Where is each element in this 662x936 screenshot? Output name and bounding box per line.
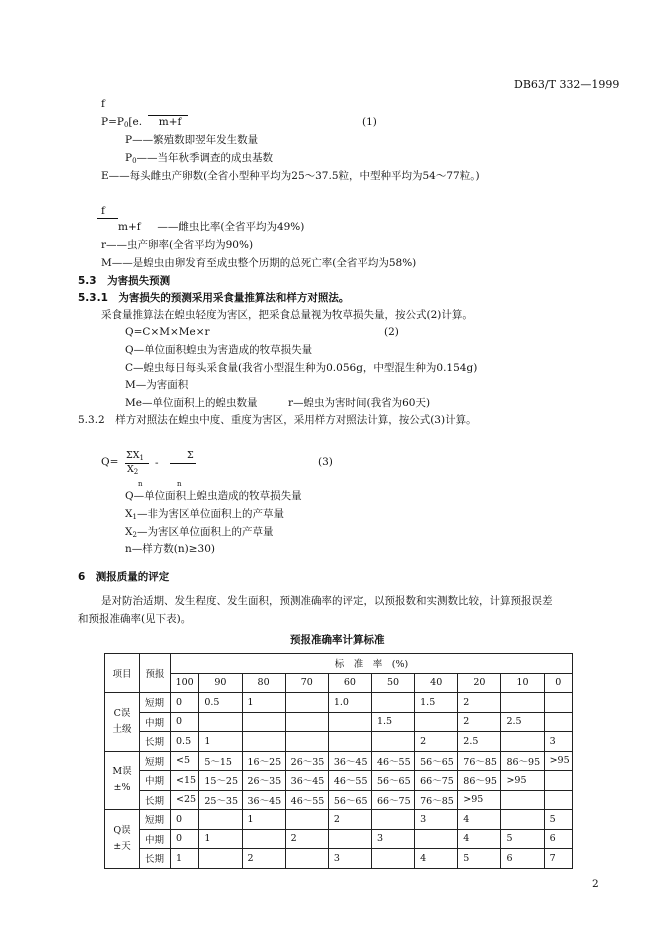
table-cell: 0 bbox=[171, 712, 199, 732]
table-cell: 0 bbox=[171, 693, 199, 713]
paragraph-6-line2: 和预报准确率(见下表)。 bbox=[78, 613, 192, 625]
table-cell: <25 bbox=[171, 790, 199, 810]
table-title: 预报准确率计算标准 bbox=[290, 634, 385, 646]
table-cell: 66～75 bbox=[371, 790, 414, 810]
table-cell: 2 bbox=[415, 732, 458, 752]
header-rate-value: 90 bbox=[199, 673, 242, 693]
table-cell bbox=[371, 810, 414, 830]
table-cell bbox=[501, 810, 544, 830]
table-cell: 16～25 bbox=[242, 751, 285, 771]
table-cell: 1 bbox=[199, 829, 242, 849]
header-rate-value: 60 bbox=[328, 673, 371, 693]
table-cell bbox=[328, 732, 371, 752]
table-cell: 5～15 bbox=[199, 751, 242, 771]
formula3-n1: n bbox=[138, 480, 143, 488]
table-cell: 4 bbox=[458, 829, 501, 849]
def-e: E——每头雌虫产卵数(全省小型种平均为25～37.5粒，中型种平均为54～77粒。) bbox=[101, 170, 480, 182]
table-cell: 6 bbox=[501, 849, 544, 869]
ratio-def: m+f ——雌虫比率(全省平均为49%) bbox=[118, 221, 305, 233]
table-cell: 4 bbox=[415, 849, 458, 869]
formula3-num: $\Sigma X_1$ bbox=[126, 450, 144, 462]
group-label: C误土级 bbox=[105, 693, 140, 752]
header-rate-value: 50 bbox=[371, 673, 414, 693]
def-p0: $P_0——$当年秋季调查的成虫基数 bbox=[125, 152, 274, 165]
table-cell bbox=[501, 790, 544, 810]
table-cell: 46～55 bbox=[285, 790, 328, 810]
formula3-sigma: Σ bbox=[187, 450, 194, 461]
forecast-period: 中期 bbox=[140, 712, 171, 732]
formula3-den: $X_2$ bbox=[127, 464, 139, 476]
table-cell: 1 bbox=[242, 693, 285, 713]
table-cell bbox=[501, 693, 544, 713]
table-header-row bbox=[105, 654, 573, 674]
section-6: 6 测报质量的评定 bbox=[78, 571, 170, 583]
def-r: r——虫产卵率(全省平均为90%) bbox=[101, 239, 254, 251]
forecast-period: 长期 bbox=[140, 790, 171, 810]
table-cell: 36～45 bbox=[328, 751, 371, 771]
table-cell: 2 bbox=[242, 849, 285, 869]
table-row bbox=[105, 790, 573, 810]
table-row bbox=[105, 712, 573, 732]
table-row bbox=[105, 771, 573, 791]
def-c: C—蝗虫每日每头采食量(我省小型混生种为0.056g，中型混生种为0.154g) bbox=[125, 362, 478, 374]
header-rate-value: 100 bbox=[171, 673, 199, 693]
formula3-minus: - bbox=[155, 457, 159, 469]
table-cell: 2.5 bbox=[458, 732, 501, 752]
forecast-period: 中期 bbox=[140, 829, 171, 849]
header-rate-value: 20 bbox=[458, 673, 501, 693]
section-5-3-1: 5.3.1 为害损失的预测采用采食量推算法和样方对照法。 bbox=[78, 292, 350, 304]
group-label: M误±% bbox=[105, 751, 140, 810]
table-cell: 1 bbox=[171, 849, 199, 869]
table-cell: 46～55 bbox=[328, 771, 371, 791]
header-rate-value: 80 bbox=[242, 673, 285, 693]
paragraph-5-3-1: 采食量推算法在蝗虫轻度为害区，把采食总量视为牧草损失量，按公式(2)计算。 bbox=[101, 309, 473, 321]
table-cell bbox=[544, 712, 572, 732]
accuracy-table bbox=[104, 653, 573, 869]
table-cell: 1 bbox=[242, 810, 285, 830]
fraction-bar bbox=[97, 218, 118, 219]
table-row bbox=[105, 732, 573, 752]
table-cell bbox=[199, 712, 242, 732]
table-cell bbox=[285, 693, 328, 713]
table-cell bbox=[371, 732, 414, 752]
formula3-n2: n bbox=[177, 480, 182, 488]
def-p: P——繁殖数即翌年发生数量 bbox=[125, 134, 259, 146]
table-cell bbox=[415, 712, 458, 732]
table-cell: 36～45 bbox=[285, 771, 328, 791]
table-cell bbox=[242, 732, 285, 752]
forecast-period: 短期 bbox=[140, 810, 171, 830]
forecast-period: 长期 bbox=[140, 732, 171, 752]
section-5-3-2: 5.3.2 样方对照法在蝗虫中度、重度为害区，采用样方对照法计算，按公式(3)计算。 bbox=[78, 414, 477, 426]
table-cell: 36～45 bbox=[242, 790, 285, 810]
ratio-f: f bbox=[101, 205, 105, 217]
table-cell: >95 bbox=[544, 751, 572, 771]
table-cell bbox=[199, 810, 242, 830]
formula2: Q=C×M×Me×r bbox=[125, 326, 210, 338]
table-cell bbox=[544, 771, 572, 791]
def-m2: M—为害面积 bbox=[125, 379, 189, 391]
formula2-number: (2) bbox=[384, 326, 399, 338]
table-cell: 3 bbox=[328, 849, 371, 869]
table-cell bbox=[242, 829, 285, 849]
paragraph-6-line1: 是对防治适期、发生程度、发生面积，预测准确率的评定，以预报数和实测数比较，计算预报误差 bbox=[101, 595, 553, 607]
table-cell: 2.5 bbox=[501, 712, 544, 732]
table-cell: 5 bbox=[501, 829, 544, 849]
table-cell bbox=[371, 693, 414, 713]
table-cell bbox=[328, 829, 371, 849]
def-q: Q—单位面积蝗虫为害造成的牧草损失量 bbox=[125, 344, 313, 356]
table-cell bbox=[285, 732, 328, 752]
header-rate-value: 40 bbox=[415, 673, 458, 693]
table-cell: 76～85 bbox=[415, 790, 458, 810]
header-rate: 标 准 率 (%) bbox=[171, 654, 573, 674]
table-cell bbox=[371, 849, 414, 869]
doc-header: DB63/T 332—1999 bbox=[514, 78, 620, 91]
table-cell bbox=[285, 810, 328, 830]
table-cell: 86～95 bbox=[501, 751, 544, 771]
header-rate-value: 10 bbox=[501, 673, 544, 693]
table-cell bbox=[501, 732, 544, 752]
table-cell: 26～35 bbox=[242, 771, 285, 791]
table-cell bbox=[328, 712, 371, 732]
table-cell bbox=[199, 849, 242, 869]
table-cell: 76～85 bbox=[458, 751, 501, 771]
table-cell: 46～55 bbox=[371, 751, 414, 771]
table-cell: 3 bbox=[371, 829, 414, 849]
formula1-f: f bbox=[101, 98, 105, 110]
def-r2: r—蝗虫为害时间(我省为60天) bbox=[288, 397, 431, 409]
formula1: $P=P_0[e$. m+f bbox=[101, 116, 182, 129]
table-cell: 26～35 bbox=[285, 751, 328, 771]
table-cell bbox=[285, 712, 328, 732]
table-cell bbox=[544, 693, 572, 713]
section-5-3: 5.3 为害损失预测 bbox=[78, 275, 171, 287]
table-cell: >95 bbox=[501, 771, 544, 791]
table-cell: 56～65 bbox=[415, 751, 458, 771]
table-cell: 56～65 bbox=[328, 790, 371, 810]
table-cell bbox=[285, 849, 328, 869]
table-cell: 1.5 bbox=[371, 712, 414, 732]
header-forecast: 预报 bbox=[140, 654, 171, 693]
header-rate-value: 0 bbox=[544, 673, 572, 693]
table-cell: <5 bbox=[171, 751, 199, 771]
table-cell: 7 bbox=[544, 849, 572, 869]
page-number: 2 bbox=[592, 878, 599, 890]
table-row bbox=[105, 693, 573, 713]
table-row bbox=[105, 810, 573, 830]
table-cell: 6 bbox=[544, 829, 572, 849]
table-cell: 0 bbox=[171, 829, 199, 849]
table-cell bbox=[544, 790, 572, 810]
def-x2: $X_2—$为害区单位面积上的产草量 bbox=[125, 526, 274, 539]
def-q3: Q—单位面积上蝗虫造成的牧草损失量 bbox=[125, 490, 302, 502]
forecast-period: 长期 bbox=[140, 849, 171, 869]
table-cell: 1.5 bbox=[415, 693, 458, 713]
table-cell: 4 bbox=[458, 810, 501, 830]
table-cell: >95 bbox=[458, 790, 501, 810]
table-cell: 2 bbox=[458, 712, 501, 732]
table-cell: 0 bbox=[171, 810, 199, 830]
table-cell: 2 bbox=[328, 810, 371, 830]
def-me: Me—单位面积上的蝗虫数量 bbox=[125, 397, 258, 409]
table-cell: 1 bbox=[199, 732, 242, 752]
fraction-bar bbox=[170, 463, 196, 464]
table-cell: 15～25 bbox=[199, 771, 242, 791]
table-cell: 0.5 bbox=[199, 693, 242, 713]
table-cell: 25～35 bbox=[199, 790, 242, 810]
table-cell: 2 bbox=[285, 829, 328, 849]
table-cell: 86～95 bbox=[458, 771, 501, 791]
table-row bbox=[105, 849, 573, 869]
def-n: n—样方数(n)≥30) bbox=[125, 543, 215, 555]
forecast-period: 短期 bbox=[140, 693, 171, 713]
forecast-period: 中期 bbox=[140, 771, 171, 791]
table-cell bbox=[242, 712, 285, 732]
formula1-number: (1) bbox=[362, 116, 377, 128]
table-cell: <15 bbox=[171, 771, 199, 791]
table-row bbox=[105, 829, 573, 849]
def-m: M——是蝗虫由卵发育至成虫整个历期的总死亡率(全省平均为58%) bbox=[101, 257, 417, 269]
formula3-q: Q= bbox=[101, 456, 119, 468]
def-x1: $X_1—$非为害区单位面积上的产草量 bbox=[125, 508, 284, 521]
table-cell: 0.5 bbox=[171, 732, 199, 752]
table-cell: 3 bbox=[415, 810, 458, 830]
header-rate-value: 70 bbox=[285, 673, 328, 693]
table-cell: 1.0 bbox=[328, 693, 371, 713]
forecast-period: 短期 bbox=[140, 751, 171, 771]
table-row bbox=[105, 751, 573, 771]
table-cell: 3 bbox=[544, 732, 572, 752]
table-cell: 66～75 bbox=[415, 771, 458, 791]
group-label: Q误±天 bbox=[105, 810, 140, 869]
formula3-number: (3) bbox=[318, 456, 333, 468]
header-item: 项目 bbox=[105, 654, 140, 693]
table-cell bbox=[415, 829, 458, 849]
table-cell: 2 bbox=[458, 693, 501, 713]
table-header-row bbox=[105, 673, 573, 693]
table-cell: 5 bbox=[458, 849, 501, 869]
table-cell: 5 bbox=[544, 810, 572, 830]
table-cell: 56～65 bbox=[371, 771, 414, 791]
